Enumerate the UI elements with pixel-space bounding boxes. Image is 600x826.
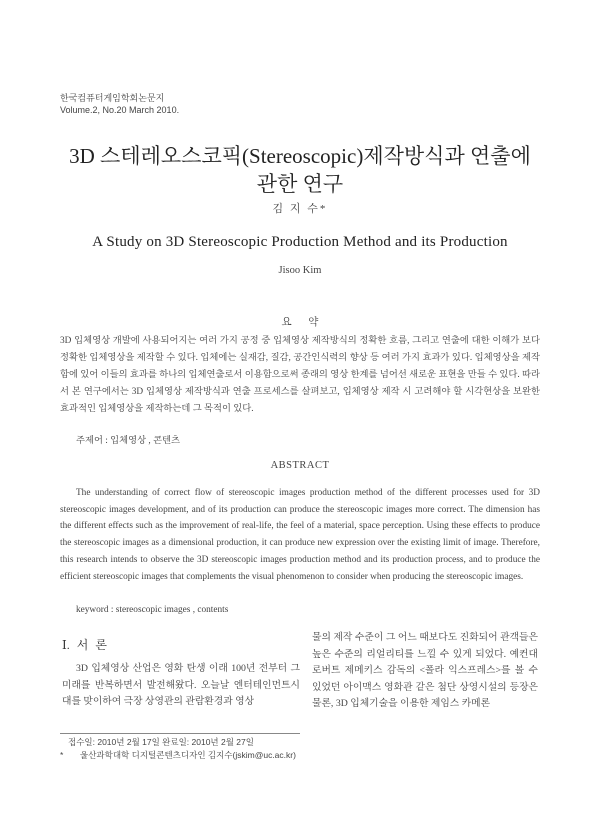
keywords-english: keyword : stereoscopic images , contents [76, 605, 229, 615]
journal-header [60, 92, 179, 116]
author-korean: 김 지 수* [272, 203, 328, 215]
author-english: Jisoo Kim [278, 265, 322, 276]
abstract-korean-text: 3D 입체영상 개발에 사용되어지는 여러 가지 공정 중 입체영상 제작방식의 정확한 흐름, 그리고 연출에 대한 이해가 보다 정확한 입체영상을 제작할 수 있다. 입체에는 실재감, 질감, 공간인식력의 향상 등 여러 가지 효과가 있다. 입체영상을 제작함에 있어 이들의 효과를 하나의 입체연출로서 이용함으로써 종래의 영상 한계를 넘어선 새로운 표현을 만들 수 있다. 따라서 본 연구에서는 3D 입체영상 제작방식과 연출 프로세스를 살펴보고, 입체영상 제작 시 고려해야 할 시각현상을 보완한 효과적인 입체영상을 제작하는데 그 목적이 있다. [60, 336, 540, 414]
keywords-korean: 주제어 : 입체영상 , 콘텐츠 [76, 436, 181, 446]
abstract-english-heading: ABSTRACT [270, 460, 330, 471]
footnote-divider [60, 733, 300, 734]
abstract-english-text: The understanding of correct flow of stereoscopic images production method of the different processes used for 3D stereoscopic images development, and of its production can produce the stereoscopic images more correct. The dimension has the different effects such as the improvement of real-life, the feel of a material, space perception. Using these effects to produce the stereoscopic images as a dimensional production, it can produce new expression over the existing limit of image. Therefore, this research intends to observe the 3D stereoscopic images production method and its production process, and to produce the efficient stereoscopic images that complements the visual phenomenon to consider when producing the stereoscopic images. [60, 488, 540, 582]
section-heading-introduction: Ⅰ. 서 론 [62, 638, 107, 652]
footnote-mark: * [60, 750, 64, 760]
footnote-affiliation: 울산과학대학 디지털콘텐츠디자인 김지수(jskim@uc.ac.kr) [80, 750, 296, 760]
body-column-left: 3D 입체영상 산업은 영화 탄생 이래 100년 전부터 그 미래를 반복하면서 발전해왔다. 오늘날 엔터테인먼트시대를 맞이하여 극장 상영관의 관람환경과 영상 [62, 663, 300, 707]
journal-volume: Volume.2, No.20 March 2010. [60, 105, 180, 115]
journal-name: 한국컴퓨터게임학회논문지 [60, 93, 165, 103]
paper-title-korean: 3D 스테레오스코픽(Stereoscopic)제작방식과 연출에 관한 연구 [69, 144, 531, 196]
abstract-korean-heading: 요 약 [281, 317, 319, 328]
body-column-right: 물의 제작 수준이 그 어느 때보다도 진화되어 관객들은 높은 수준의 리얼리티를 느낄 수 있게 되었다. 예컨대 로버트 제메키스 감독의 <폴라 익스프레스>를 볼 수 있었던 아이맥스 영화관 같은 첨단 상영시설의 등장은 물론, 3D 입체기술을 이용한 제임스 카메론 [312, 632, 538, 709]
paper-title-english: A Study on 3D Stereoscopic Production Method and its Production [92, 234, 508, 250]
footnote-dates: 접수일: 2010년 2월 17일 완료일: 2010년 2월 27일 [68, 737, 254, 747]
